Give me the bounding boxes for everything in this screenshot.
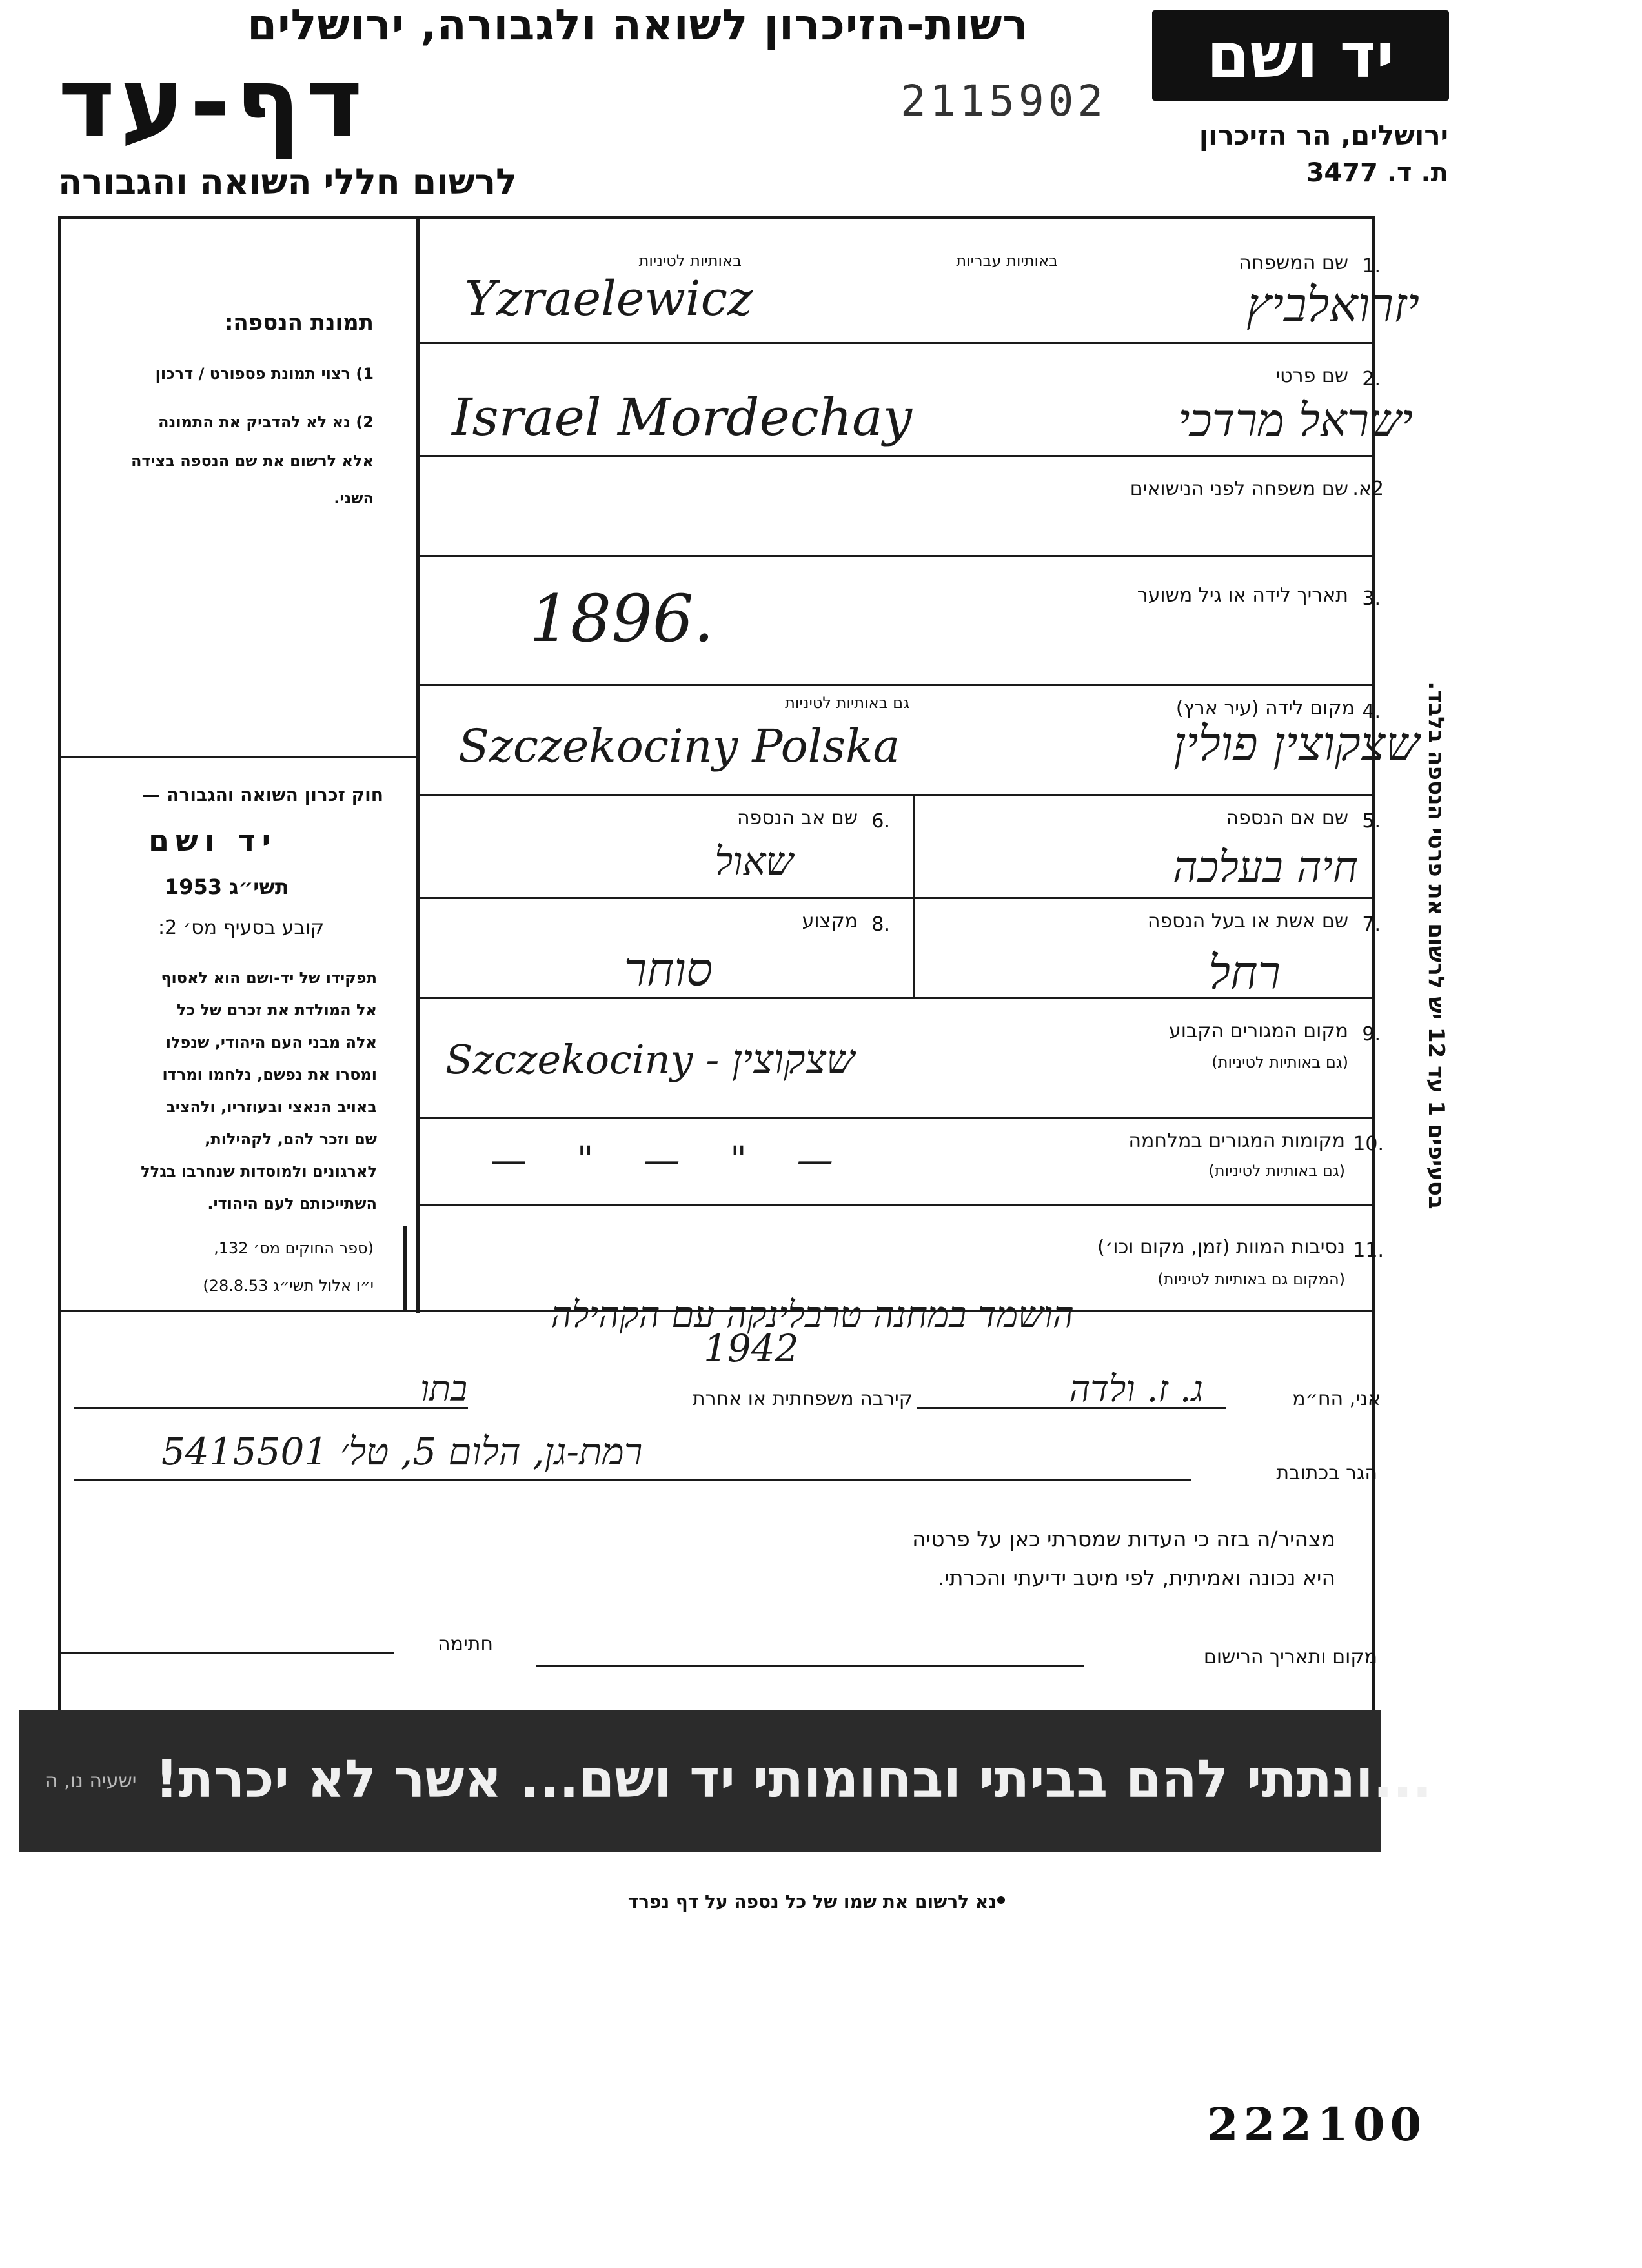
banner-verse: ...ונתתי להם בביתי ובחומותי יד ושם... אשר לא יכרת! xyxy=(155,1749,1432,1809)
law-source-date: י״ו אלול תשי״ג 28.8.53) xyxy=(203,1277,374,1295)
field-7-label: שם אשת או בעל הנספה xyxy=(1147,910,1348,933)
field-7-value[interactable]: רחל xyxy=(1208,946,1281,1000)
yad-vashem-logo xyxy=(1152,10,1449,101)
field-11-note: (המקום גם באותיות לטיניות) xyxy=(1157,1270,1345,1288)
declarant-value[interactable]: ג. ז. ולדה xyxy=(1069,1368,1203,1410)
law-line: ומסרו את נפשם, נלחמו ומרדו xyxy=(162,1066,377,1084)
field-8-label: מקצוע xyxy=(802,910,858,933)
field-9-note: (גם באותיות לטיניות) xyxy=(1211,1053,1348,1071)
photo-note-1: 1) רצוי תמונת פספורט / דרכון xyxy=(155,365,374,383)
field-11-label: נסיבות המוות (זמן, מקום וכו׳) xyxy=(1097,1236,1345,1259)
banner-citation: ישעיה נו, ה xyxy=(45,1770,137,1792)
field-1-latin-note: באותיות לטיניות xyxy=(638,252,742,270)
field-3-value[interactable]: 1896. xyxy=(529,581,715,656)
field-5-number: 5. xyxy=(1362,810,1381,833)
field-2-label: שם פרטי xyxy=(1275,365,1348,387)
field-5-value[interactable]: חיה בעלכה xyxy=(1173,842,1358,892)
field-6-number: 6. xyxy=(871,810,890,833)
address-value[interactable]: רמת-גן, הלום 5, טל׳ 5415501 xyxy=(161,1430,643,1473)
field-11-year[interactable]: 1942 xyxy=(704,1326,799,1370)
authority-title: רשות-הזיכרון לשואה ולגבורה, ירושלים xyxy=(247,0,1029,50)
photo-note-2b: אלא לרשום את שם הנספה בצידה xyxy=(130,452,374,470)
field-1-value-latin[interactable]: Yzraelewicz xyxy=(465,271,753,327)
law-line: באויב הנאצי ובעוזריו, ולהציב xyxy=(166,1098,377,1116)
law-line: אל המולדת את זכרם של כל xyxy=(177,1001,377,1019)
field-10-number: 10. xyxy=(1353,1133,1384,1155)
field-11-number: 11. xyxy=(1353,1239,1384,1262)
field-11-value[interactable]: הושמד במחנה טרבלינקה עם הקהילה xyxy=(551,1294,1074,1336)
field-1-hebrew-note: באותיות עבריות xyxy=(956,252,1058,270)
field-4-value-hebrew[interactable]: שצקוצין פולין xyxy=(1173,716,1419,772)
field-9-label: מקום המגורים הקבוע xyxy=(1168,1020,1348,1042)
field-1-value-hebrew[interactable]: יזרואלביץ xyxy=(1246,278,1419,333)
verse-banner xyxy=(19,1710,1432,1852)
field-2-number: 2. xyxy=(1362,368,1381,390)
law-name: יד ושם xyxy=(148,823,278,858)
field-5-label: שם אם הנספה xyxy=(1226,807,1348,829)
law-year: תשי״ג 1953 xyxy=(165,875,289,899)
address-label: הגר בכתובת xyxy=(1276,1462,1377,1484)
po-box: ת. ד. 3477 xyxy=(1306,158,1448,188)
footer-note: נא לרשום את שמו של כל נספה על דף נפרד xyxy=(627,1891,997,1912)
address: ירושלים, הר הזיכרון xyxy=(1199,119,1448,151)
law-body xyxy=(41,962,377,1220)
field-6-value[interactable]: שאול xyxy=(715,839,793,884)
field-10-value[interactable]: — " — " — xyxy=(491,1139,853,1181)
field-10-label: מקומות המגורים במלחמה xyxy=(1128,1129,1345,1152)
law-line: שם וזכר להם, לקהילות, xyxy=(205,1130,377,1148)
statement-line-2: היא נכונה ואמיתית, לפי מיטב ידיעתי והכרתי. xyxy=(937,1565,1335,1590)
field-2-value-hebrew[interactable]: ישראל מרדכי xyxy=(1178,394,1413,447)
document-number: 2115902 xyxy=(900,76,1108,126)
field-8-value[interactable]: סוחר xyxy=(623,942,713,997)
field-2-value-latin[interactable]: Israel Mordechay xyxy=(452,387,913,447)
side-note xyxy=(1414,607,1459,1284)
footer-bullet xyxy=(997,1896,1005,1904)
side-note-text: בסעיפים 1 עד 12 יש לרשום את פרטי הנספה בלבד. xyxy=(1423,682,1449,1210)
photo-note-2a: 2) נא לא להדביק את התמונה xyxy=(158,413,374,431)
stamp-number: 222100 xyxy=(1207,2098,1427,2151)
photo-note-2c: השני. xyxy=(334,489,374,507)
law-line: לארגונים ולמוסדות שנחרבו בגלל xyxy=(141,1162,377,1180)
field-3-label: תאריך לידה או גיל משוער xyxy=(1137,584,1348,607)
law-line: אלה מבני העם היהודי, שנפלו xyxy=(165,1033,377,1051)
field-4-value-latin[interactable]: Szczekociny Polska xyxy=(458,720,900,773)
field-6-label: שם אב הנספה xyxy=(736,807,858,829)
declarant-label: אני, הח״מ xyxy=(1292,1388,1381,1410)
field-3-number: 3. xyxy=(1362,587,1381,610)
photo-title: תמונת הנספה: xyxy=(224,310,374,336)
field-4-label: מקום לידה (עיר ארץ) xyxy=(1175,697,1355,720)
field-1-number: 1. xyxy=(1362,255,1381,278)
relation-value[interactable]: בתו xyxy=(420,1368,467,1409)
field-7-number: 7. xyxy=(1362,913,1381,936)
field-10-note: (גם באותיות לטיניות) xyxy=(1208,1162,1345,1180)
place-date-label: מקום ותאריך הרישום xyxy=(1203,1646,1377,1668)
logo-text: יד ושם xyxy=(1206,19,1395,92)
law-line: תפקידו של יד-ושם הוא לאסוף xyxy=(161,969,377,987)
field-2a-label: שם משפחה לפני הנישואים xyxy=(1130,478,1348,500)
field-2a-number: 2א. xyxy=(1352,478,1384,500)
field-8-number: 8. xyxy=(871,913,890,936)
signature-label: חתימה xyxy=(437,1633,493,1655)
field-9-number: 9. xyxy=(1362,1023,1381,1046)
field-1-label: שם המשפחה xyxy=(1239,252,1348,274)
form-subtitle: לרשום חללי השואה והגבורה xyxy=(58,161,517,202)
field-9-value[interactable]: Szczekociny - שצקוצין xyxy=(445,1036,855,1083)
form-title: דף-עד xyxy=(58,47,368,159)
field-4-number: 4. xyxy=(1362,700,1381,723)
law-source: (ספר החוקים מס׳ 132, xyxy=(214,1239,374,1257)
statement-line-1: מצהיר/ה בזה כי העדות שמסרתי כאן על פרטיה xyxy=(912,1526,1335,1552)
law-line: השתייכותם לעם היהודי. xyxy=(207,1195,377,1213)
law-section: קובע בסעיף מס׳ 2: xyxy=(158,916,325,939)
law-heading: חוק זכרון השואה והגבורה — xyxy=(142,784,383,805)
field-4-latin-note: גם באותיות לטיניות xyxy=(785,694,909,712)
relation-label: קירבה משפחתית או אחרת xyxy=(692,1388,913,1410)
